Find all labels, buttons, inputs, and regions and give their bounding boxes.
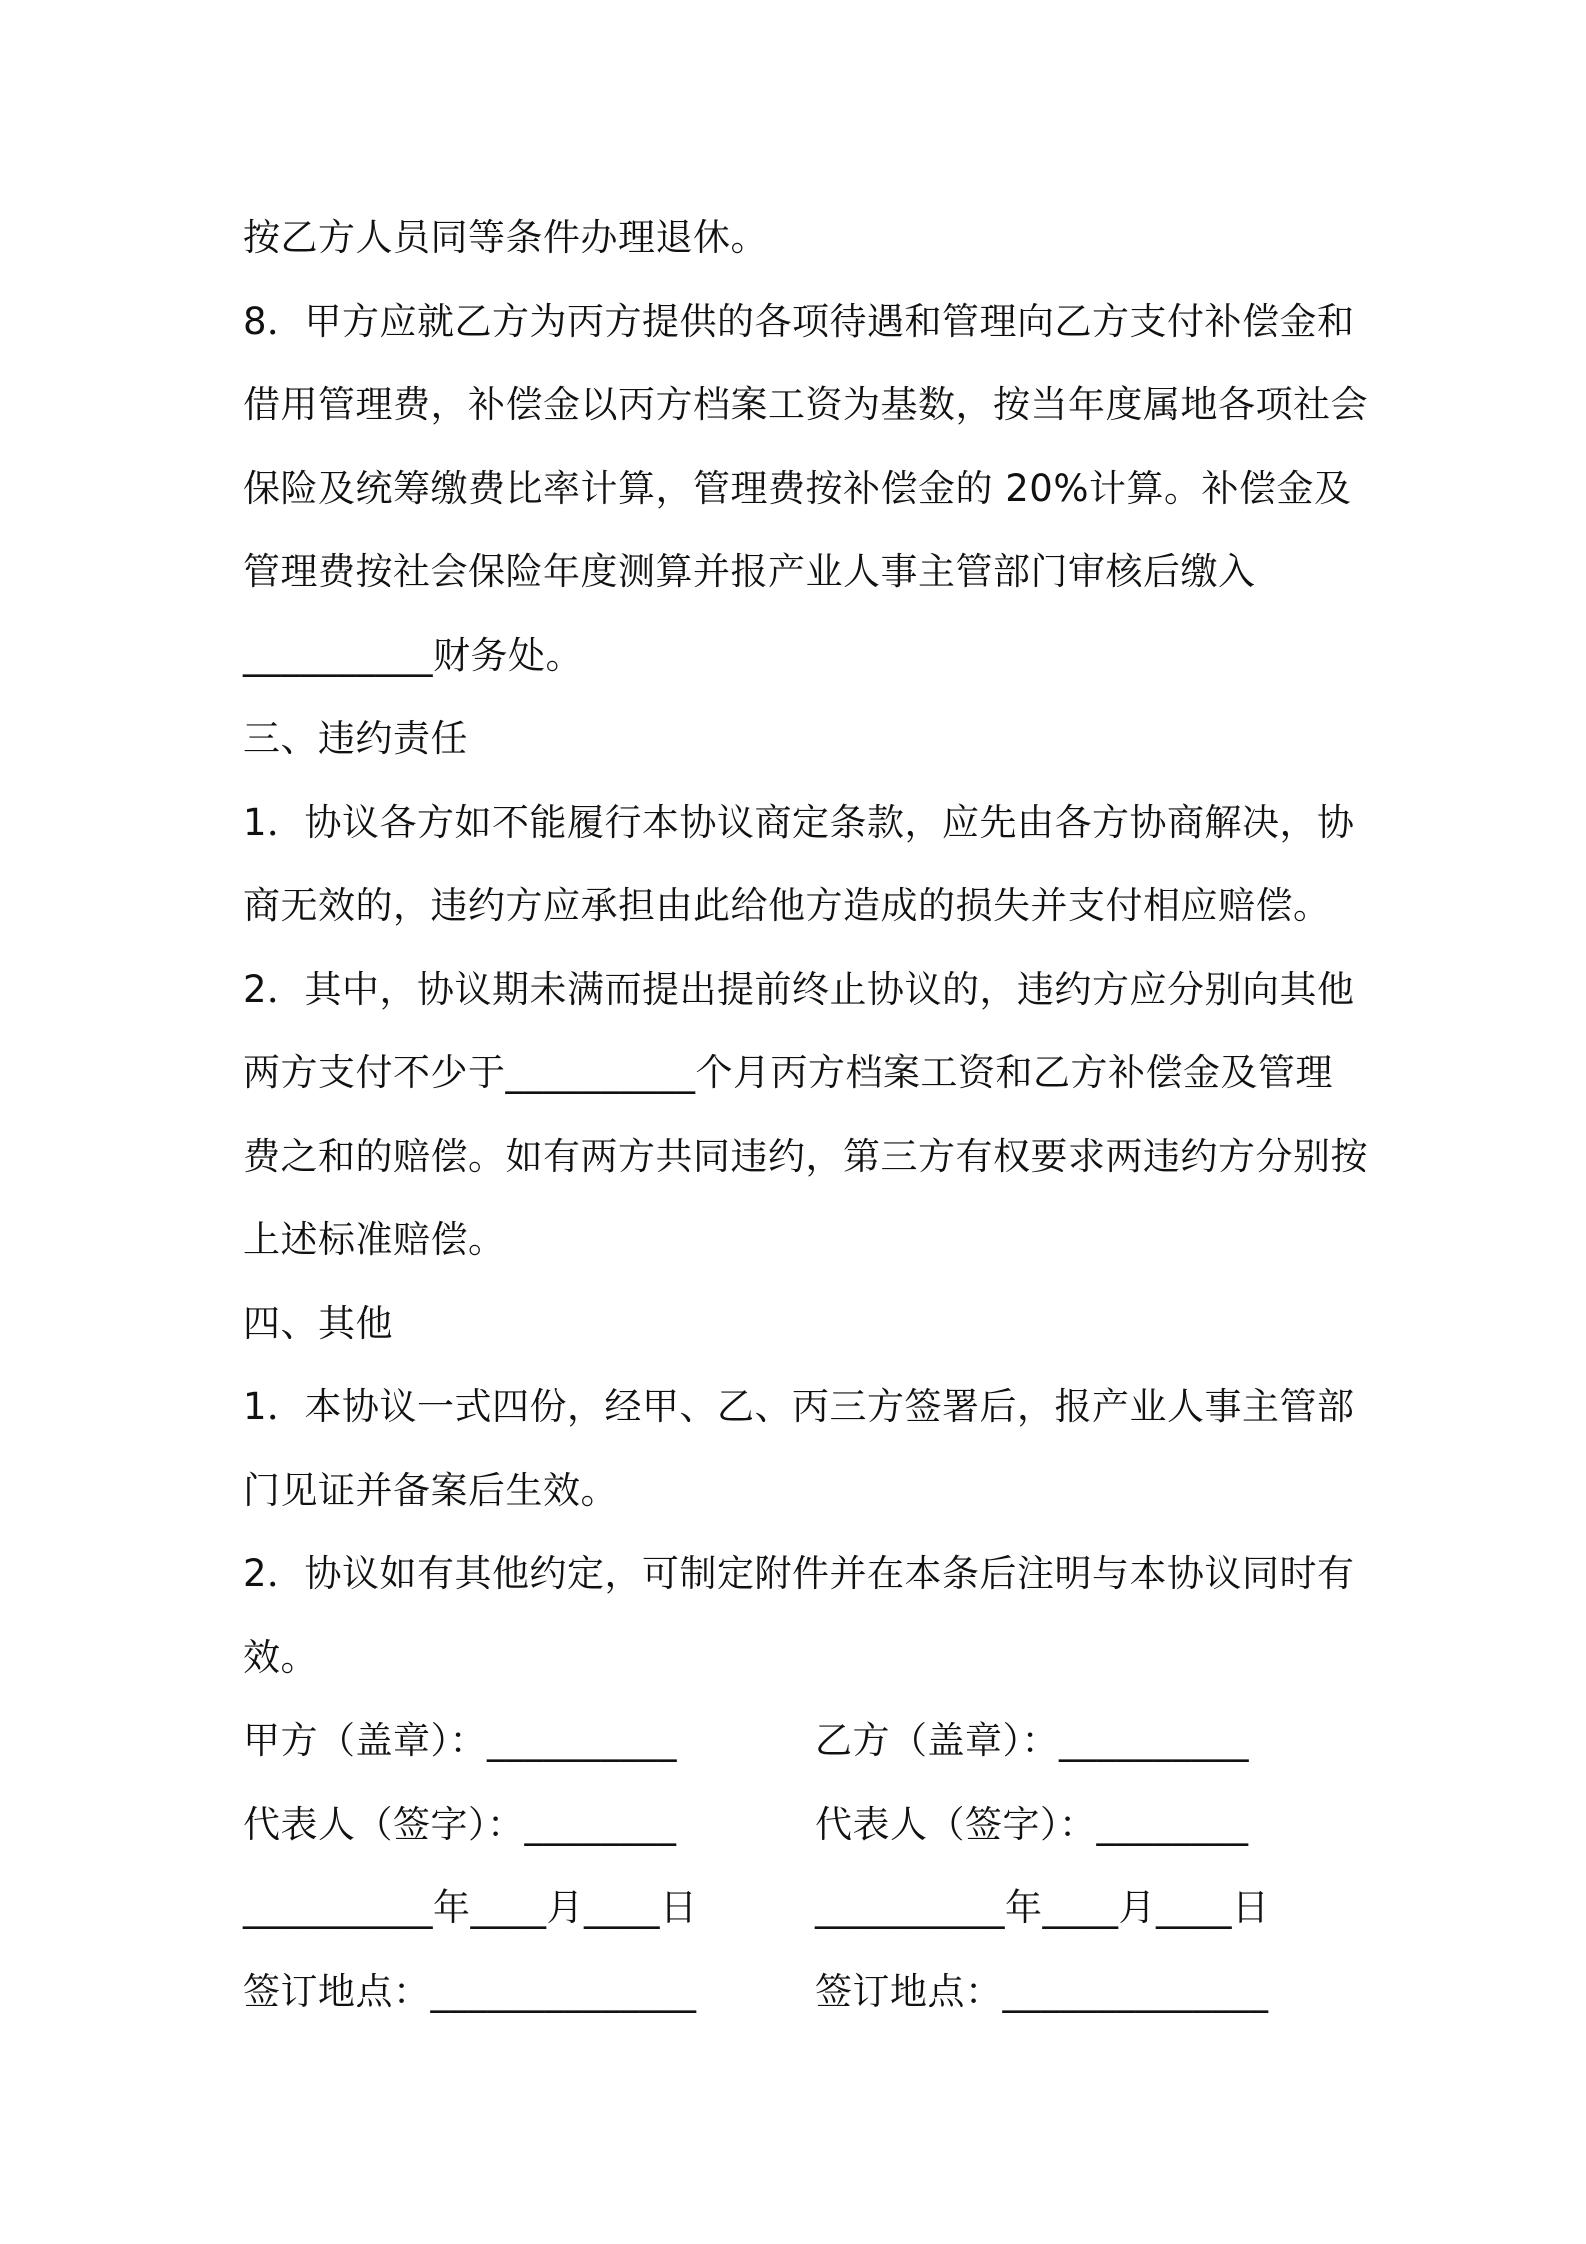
party-a-date: __________年____月____日 (243, 1886, 698, 1929)
party-a-seal: 甲方（盖章）：__________ (243, 1719, 677, 1762)
body-line-4: 保险及统筹缴费比率计算，管理费按补偿金的 20%计算。补偿金及 (243, 466, 1352, 510)
body-line-11: 两方支付不少于__________个月丙方档案工资和乙方补偿金及管理 (243, 1051, 1333, 1094)
party-a-place: 签订地点：______________ (243, 1969, 697, 2013)
body-line-10: 2．其中，协议期未满而提出提前终止协议的，违约方应分别向其他 (243, 967, 1355, 1011)
body-line-1: 按乙方人员同等条件办理退休。 (243, 216, 768, 259)
party-b-place: 签订地点：______________ (815, 1969, 1269, 2013)
signature-place-row (243, 1950, 1353, 2034)
body-line-15: 1．本协议一式四份，经甲、乙、丙三方签署后，报产业人事主管部 (243, 1385, 1355, 1428)
body-line-8: 1．协议各方如不能履行本协议商定条款，应先由各方协商解决，协 (243, 800, 1355, 844)
party-b-seal: 乙方（盖章）：__________ (815, 1719, 1249, 1762)
body-line-5: 管理费按社会保险年度测算并报产业人事主管部门审核后缴入 (243, 550, 1256, 593)
signature-date-row (243, 1866, 1353, 1950)
body-line-13: 上述标准赔偿。 (243, 1218, 506, 1261)
section-heading-other: 四、其他 (243, 1301, 393, 1345)
section-heading-breach: 三、违约责任 (243, 717, 468, 760)
signature-seal-row (243, 1699, 1353, 1783)
body-line-12: 费之和的赔偿。如有两方共同违约，第三方有权要求两违约方分别按 (243, 1134, 1368, 1178)
body-line-18: 效。 (243, 1635, 318, 1679)
body-line-6: __________财务处。 (243, 633, 583, 677)
body-line-9: 商无效的，违约方应承担由此给他方造成的损失并支付相应赔偿。 (243, 884, 1331, 927)
party-b-representative: 代表人（签字）：________ (815, 1802, 1249, 1846)
party-a-representative: 代表人（签字）：________ (243, 1802, 677, 1846)
body-line-16: 门见证并备案后生效。 (243, 1468, 618, 1512)
body-line-2: 8．甲方应就乙方为丙方提供的各项待遇和管理向乙方支付补偿金和 (243, 299, 1355, 343)
body-line-17: 2．协议如有其他约定，可制定附件并在本条后注明与本协议同时有 (243, 1552, 1355, 1595)
document-body (243, 196, 1368, 2033)
signature-rep-row (243, 1783, 1353, 1867)
body-line-3: 借用管理费，补偿金以丙方档案工资为基数，按当年度属地各项社会 (243, 383, 1368, 426)
signature-block (243, 1699, 1353, 2033)
party-b-date: __________年____月____日 (815, 1886, 1270, 1929)
